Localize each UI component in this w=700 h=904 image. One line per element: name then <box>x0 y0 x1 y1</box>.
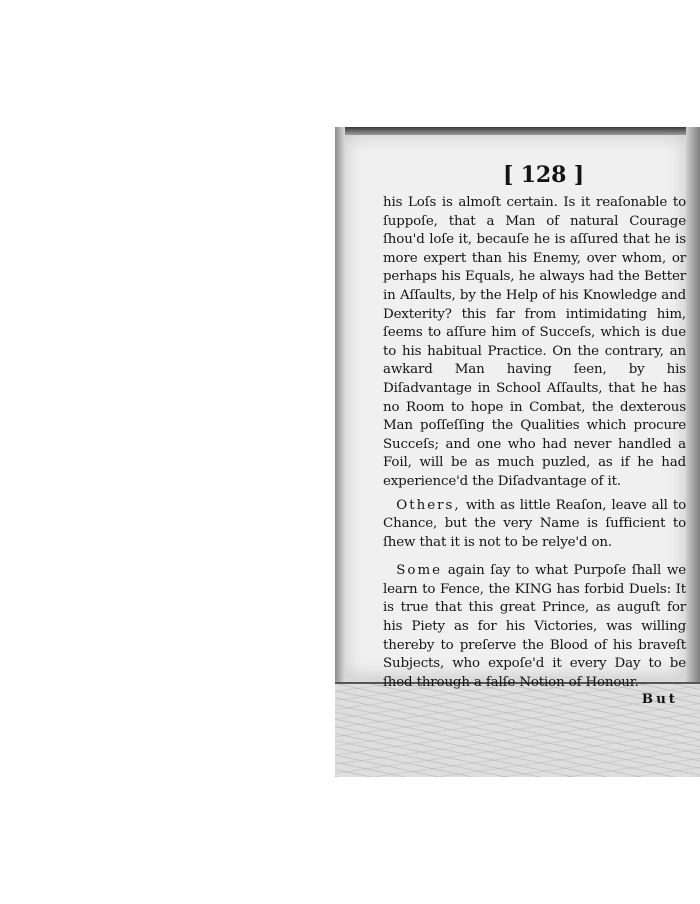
catchword: But <box>641 691 678 708</box>
paragraph-3 <box>383 562 686 692</box>
running-head: [ 128 ] <box>502 162 584 188</box>
paragraph-3-lead: Some <box>396 563 443 579</box>
paragraph-3-text: again ſay to what Purpoſe ſhall we learn to Fence, the KING has forbid Duels: It is true that this great Prince, as auguſt for his Piety as for his Victories, was willing thereby to preſerve the Blood of his braveſt Subjects, who expoſe'd it every Day to be ſhed through a falſe Notion of Honour. <box>383 563 686 690</box>
paragraph-1-text: his Loſs is almoſt certain. Is it reaſonable to ſuppoſe, that a Man of natural Courage ſhou'd loſe it, becauſe he is aſſured that he is more expert than his Enemy, over whom, or perhaps his Equals, he always had the Better in Aſſaults, by the Help of his Knowledge and Dexterity? this far from intimidating him, ſeems to aſſure him of Succeſs, which is due to his habitual Practice. On the contrary, an awkard Man having ſeen, by his Diſadvantage in School Aſſaults, that he has no Room to hope in Combat, the dexterous Man poſſeſſing the Qualities which procure Succeſs; and one who had never handled a Foil, will be as much puzled, as if he had experience'd the Diſadvantage of it. <box>383 195 686 489</box>
scan-edge-shadow <box>686 127 700 687</box>
paragraph-2 <box>383 497 686 553</box>
paragraph-2-lead: Others, <box>396 497 461 513</box>
paragraph-1 <box>383 194 686 492</box>
scan-top-shadow <box>335 127 700 135</box>
scan-gutter-shadow <box>335 127 345 777</box>
paragraph-2-text: with as little Reaſon, leave all to Chance, but the very Name is ſufficient to ſhew that it is not to be relye'd on. <box>383 497 686 550</box>
page-text <box>383 160 686 709</box>
